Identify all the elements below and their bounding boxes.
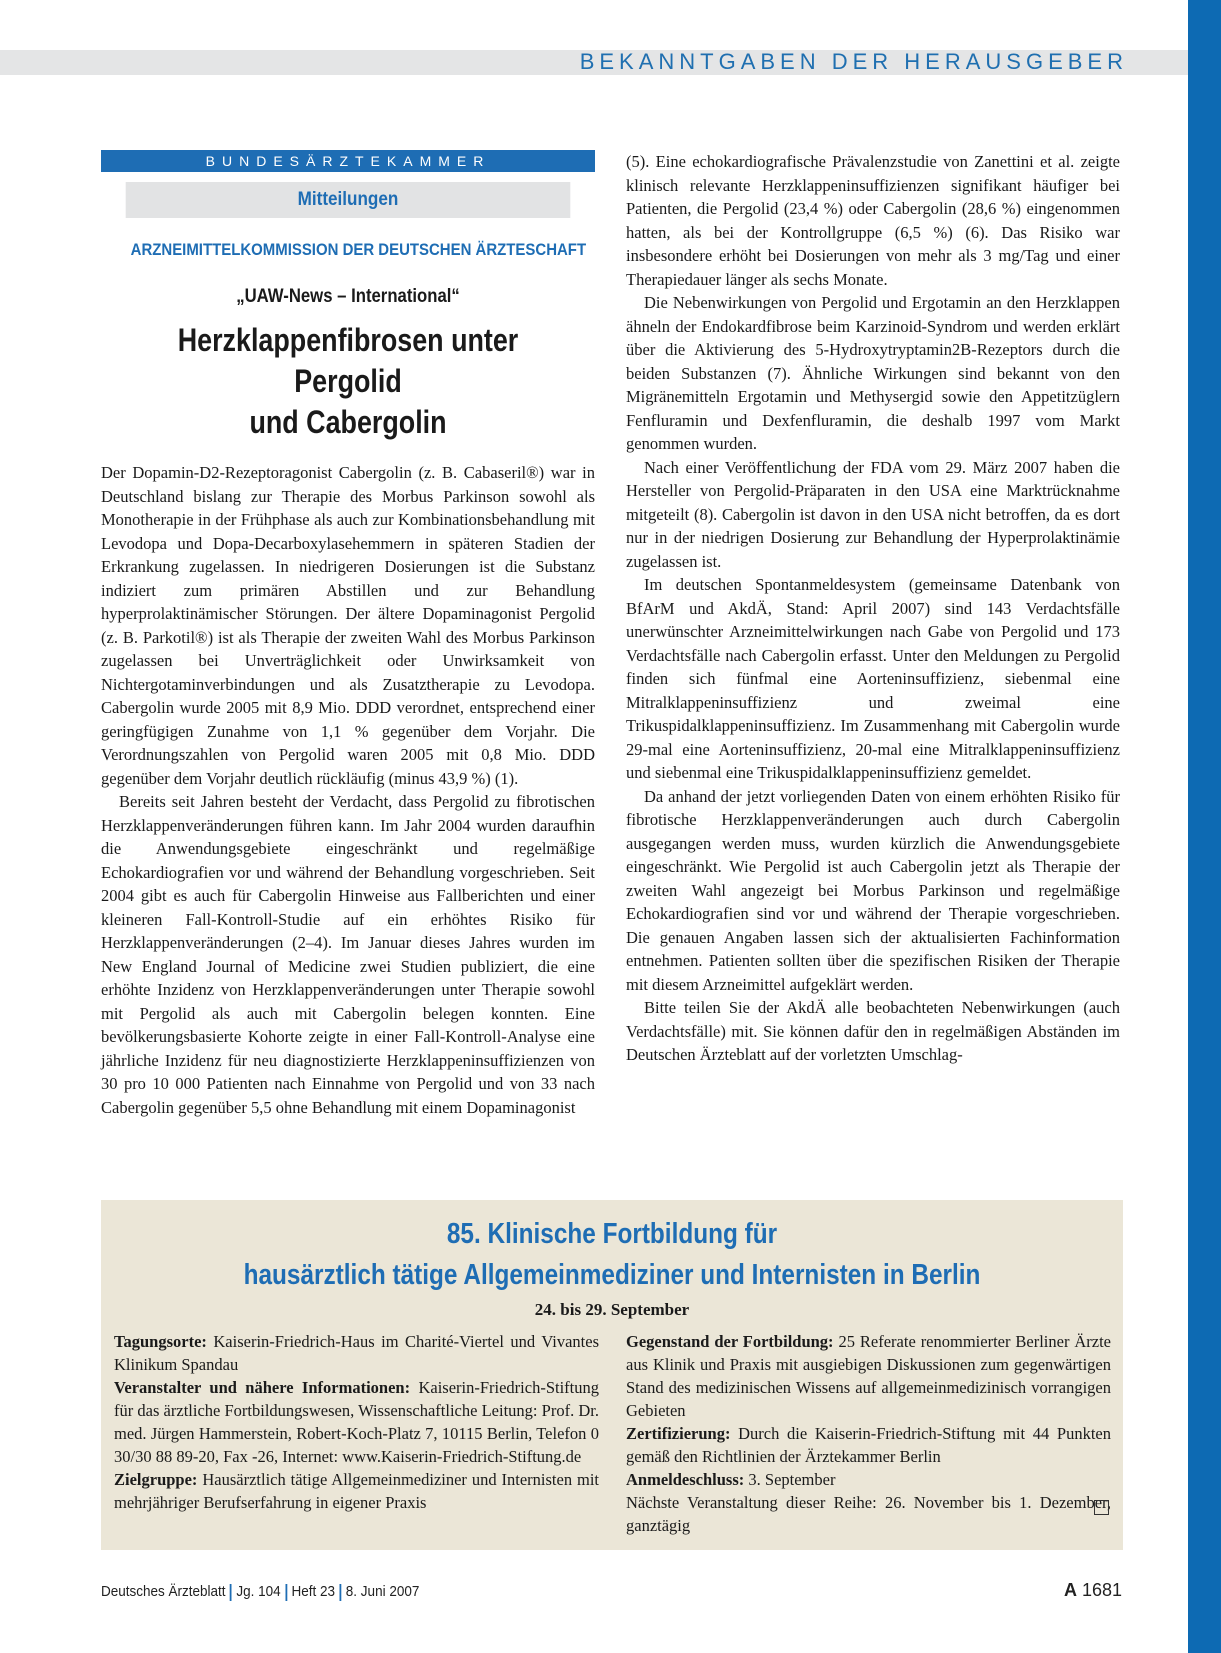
audience-label: Zielgruppe: (114, 1470, 198, 1489)
deadline-label: Anmeldeschluss: (626, 1470, 745, 1489)
paragraph: Bitte teilen Sie der AkdÄ alle beobachteten Nebenwirkungen (auch Verdachtsfälle) mit. Sie können dafür den in regelmäßigen Abständen im Deutschen Ärzteblatt auf der vorletzten Umschlag- (626, 998, 1120, 1064)
event-title-line-2: hausärztlich tätige Allgemeinmediziner und Internisten in Berlin (243, 1259, 981, 1291)
article-headline (141, 320, 556, 443)
audience-entry (114, 1468, 599, 1514)
journal-name: Deutsches Ärzteblatt (101, 1583, 226, 1600)
paragraph: Nach einer Veröffentlichung der FDA vom 29. März 2007 haben die Hersteller von Pergolid-Präparaten in den USA eine Marktrücknahme mitgeteilt (8). Cabergolin ist davon in den USA nicht betroffen, da es dort nur in der niedrigen Dosierung zur Behandlung der Hyperprolaktinämie zugelassen ist. (626, 457, 1120, 571)
organizer-label: Veranstalter und nähere Informationen: (114, 1378, 411, 1397)
audience-text: Hausärztlich tätige Allgemeinmediziner und Internisten mit mehrjähriger Berufserfahrung in eigener Praxis (114, 1470, 599, 1512)
event-dates: 24. bis 29. September (534, 1300, 690, 1319)
page-number-value: 1681 (1081, 1580, 1122, 1600)
right-column (626, 150, 1120, 1067)
paragraph: Die Nebenwirkungen von Pergolid und Ergotamin an den Herzklappen ähneln der Endokardfibrose beim Karzinoid-Syndrom und werden erklärt über die Aktivierung des 5-Hydroxytryptamin2B-Rezeptors durch die beiden Substanzen (7). Ähnliche Wirkungen sind bekannt von den Migränemitteln Ergotamin und Methysergid sowie den Appetitzüglern Fenfluramin und Dexfenfluramin, die deshalb 1997 vom Markt genommen wurden. (626, 293, 1120, 453)
left-body (101, 461, 595, 1119)
page-number (1064, 1580, 1122, 1601)
journal-date: 8. Juni 2007 (345, 1583, 420, 1600)
section-title: Mitteilungen (126, 182, 571, 218)
certification-label: Zertifizierung: (626, 1424, 731, 1443)
subject-label: Gegenstand der Fortbildung: (626, 1332, 834, 1351)
subject-text: 25 Referate renommierter Berliner Ärzte aus Klinik und Praxis mit ausgiebigen Diskussionen zum gegenwärtigen Stand des medizinischen Wissens auf allgemeinmedizinisch vorrangigen Gebieten (626, 1332, 1112, 1420)
event-details-left (114, 1330, 599, 1514)
venue-text: Kaiserin-Friedrich-Haus im Charité-Viertel und Vivantes Klinikum Spandau (114, 1332, 599, 1374)
paragraph: Im deutschen Spontanmeldesystem (gemeinsame Datenbank von BfArM und AkdÄ, Stand: April 2007) sind 143 Verdachtsfälle unerwünschter Arzneimittelwirkungen nach Gabe von Pergolid und 173 Verdachtsfälle nach Cabergolin erfasst. Unter den Meldungen zu Pergolid finden sich fünfmal eine Aorteninsuffizienz, siebenmal eine Mitralklappeninsuffizienz und zweimal eine Trikuspidalklappeninsuffizienz. Im Zusammenhang mit Cabergolin wurde 29-mal eine Aorteninsuffizienz, 20-mal eine Mitralklappeninsuffizienz und siebenmal eine Trikuspidalklappeninsuffizienz gemeldet. (626, 575, 1120, 782)
header-band (0, 50, 1188, 75)
journal-volume: Jg. 104 (236, 1583, 281, 1600)
left-column (101, 150, 595, 1119)
page-prefix: A (1063, 1580, 1077, 1600)
certification-entry (626, 1422, 1111, 1468)
certification-text: Durch die Kaiserin-Friedrich-Stiftung mit 44 Punkten gemäß den Richtlinien der Ärztekammer Berlin (626, 1424, 1111, 1466)
headline-line-2: und Cabergolin (249, 404, 447, 440)
footer-separator (340, 1584, 342, 1601)
headline-line-1: Herzklappenfibrosen unter Pergolid (177, 322, 519, 399)
end-of-article-square-icon (1094, 1500, 1109, 1515)
event-title-line-1: 85. Klinische Fortbildung für (446, 1218, 778, 1250)
venue-entry (114, 1330, 599, 1376)
article-subtitle: „UAW-News – International“ (236, 286, 460, 307)
event-details-right (626, 1330, 1111, 1537)
org-banner: BUNDESÄRZTEKAMMER (101, 150, 595, 172)
paragraph: Bereits seit Jahren besteht der Verdacht, dass Pergolid zu fibrotischen Herzklappenveränderungen führen kann. Im Jahr 2004 wurden daraufhin die Anwendungsgebiete eingeschränkt und regelmäßige Echokardiografien vor und während der Behandlung vorgeschrieben. Seit 2004 gibt es auch für Cabergolin Hinweise aus Fallberichten und einer kleineren Fall-Kontroll-Studie auf ein erhöhtes Risiko für Herzklappenveränderungen (2–4). Im Januar dieses Jahres wurden im New England Journal of Medicine zwei Studien publiziert, die eine erhöhte Inzidenz von Herzklappenveränderungen unter Therapie sowohl mit Pergolid als auch mit Cabergolin belegen konnten. Eine bevölkerungsbasierte Kohorte zeigte in einer Fall-Kontroll-Analyse eine jährliche Inzidenz für neu diagnostizierte Herzklappeninsuffizienzen von 30 pro 10 000 Patienten nach Einnahme von Pergolid und von 33 nach Cabergolin gegenüber 5,5 ohne Behandlung mit einem Dopaminagonist (101, 792, 595, 1117)
venue-label: Tagungsorte: (114, 1332, 207, 1351)
deadline-entry (626, 1468, 1111, 1491)
next-event-entry: Nächste Veranstaltung dieser Reihe: 26. November bis 1. Dezember, ganztägig (626, 1493, 1111, 1535)
deadline-text: 3. September (748, 1470, 836, 1489)
side-color-stripe (1188, 0, 1221, 1653)
footer-separator (230, 1584, 232, 1601)
subject-entry (626, 1330, 1111, 1422)
paragraph: Der Dopamin-D2-Rezeptoragonist Cabergolin (z. B. Cabaseril®) war in Deutschland bislang zur Therapie des Morbus Parkinson sowohl als Monotherapie in der Frühphase als auch zur Kombinationsbehandlung mit Levodopa und Dopa-Decarboxylasehemmern in späteren Stadien der Erkrankung zugelassen. In niedrigeren Dosierungen ist die Substanz indiziert zum primären Abstillen und zur Behandlung hyperprolaktinämischer Störungen. Der ältere Dopaminagonist Pergolid (z. B. Parkotil®) ist als Therapie der zweiten Wahl des Morbus Parkinson zugelassen bei Unverträglichkeit oder Unwirksamkeit von Nichtergotaminverbindungen und als Zusatztherapie zu Levodopa. Cabergolin wurde 2005 mit 8,9 Mio. DDD verordnet, entsprechend einer geringfügigen Zunahme von 1,1 % gegenüber dem Vorjahr. Die Verordnungszahlen von Pergolid waren 2005 mit 0,8 Mio. DDD gegenüber dem Vorjahr deutlich rückläufig (minus 43,9 %) (1). (101, 463, 595, 788)
journal-issue: Heft 23 (291, 1583, 335, 1600)
footer-citation (101, 1583, 419, 1601)
section-header-label: BEKANNTGABEN DER HERAUSGEBER (579, 49, 1128, 74)
paragraph: (5). Eine echokardiografische Prävalenzstudie von Zanettini et al. zeigte klinisch relevante Herzklappeninsuffizienzen signifikant häufiger bei Patienten, die Pergolid (23,4 %) oder Cabergolin (28,6 %) eingenommen hatten, als bei der Kontrollgruppe (6,5 %) (6). Das Risiko war insbesondere erhöht bei Dosierungen von mehr als 3 mg/Tag und einer Therapiedauer länger als sechs Monate. (626, 152, 1120, 289)
event-announcement-box (101, 1200, 1123, 1550)
organizer-text: Kaiserin-Friedrich-Stiftung für das ärztliche Fortbildungswesen, Wissenschaftliche Leitung: Prof. Dr. med. Jürgen Hammerstein, Robert-Koch-Platz 7, 10115 Berlin, Telefon 0 30/30 88 89-20, Fax -26, Internet: www.Kaiserin-Friedrich-Stiftung.de (114, 1378, 599, 1466)
event-title (183, 1214, 1041, 1296)
footer-separator (285, 1584, 287, 1601)
paragraph: Da anhand der jetzt vorliegenden Daten von einem erhöhten Risiko für fibrotische Herzklappenveränderungen auch durch Cabergolin ausgegangen werden muss, wurden kürzlich die Anwendungsgebiete eingeschränkt. Wie Pergolid ist auch Cabergolin jetzt als Therapie der zweiten Wahl angezeigt bei Morbus Parkinson und regelmäßige Echokardiografien sind vor und während der Therapie vorgeschrieben. Die genauen Angaben lassen sich der aktualisierten Fachinformation entnehmen. Patienten sollten über die spezifischen Risiken der Therapie mit diesem Arzneimittel aufgeklärt werden. (626, 786, 1120, 994)
organizer-entry (114, 1376, 599, 1468)
article-kicker: ARZNEIMITTELKOMMISSION DER DEUTSCHEN ÄRZTESCHAFT (130, 240, 587, 259)
